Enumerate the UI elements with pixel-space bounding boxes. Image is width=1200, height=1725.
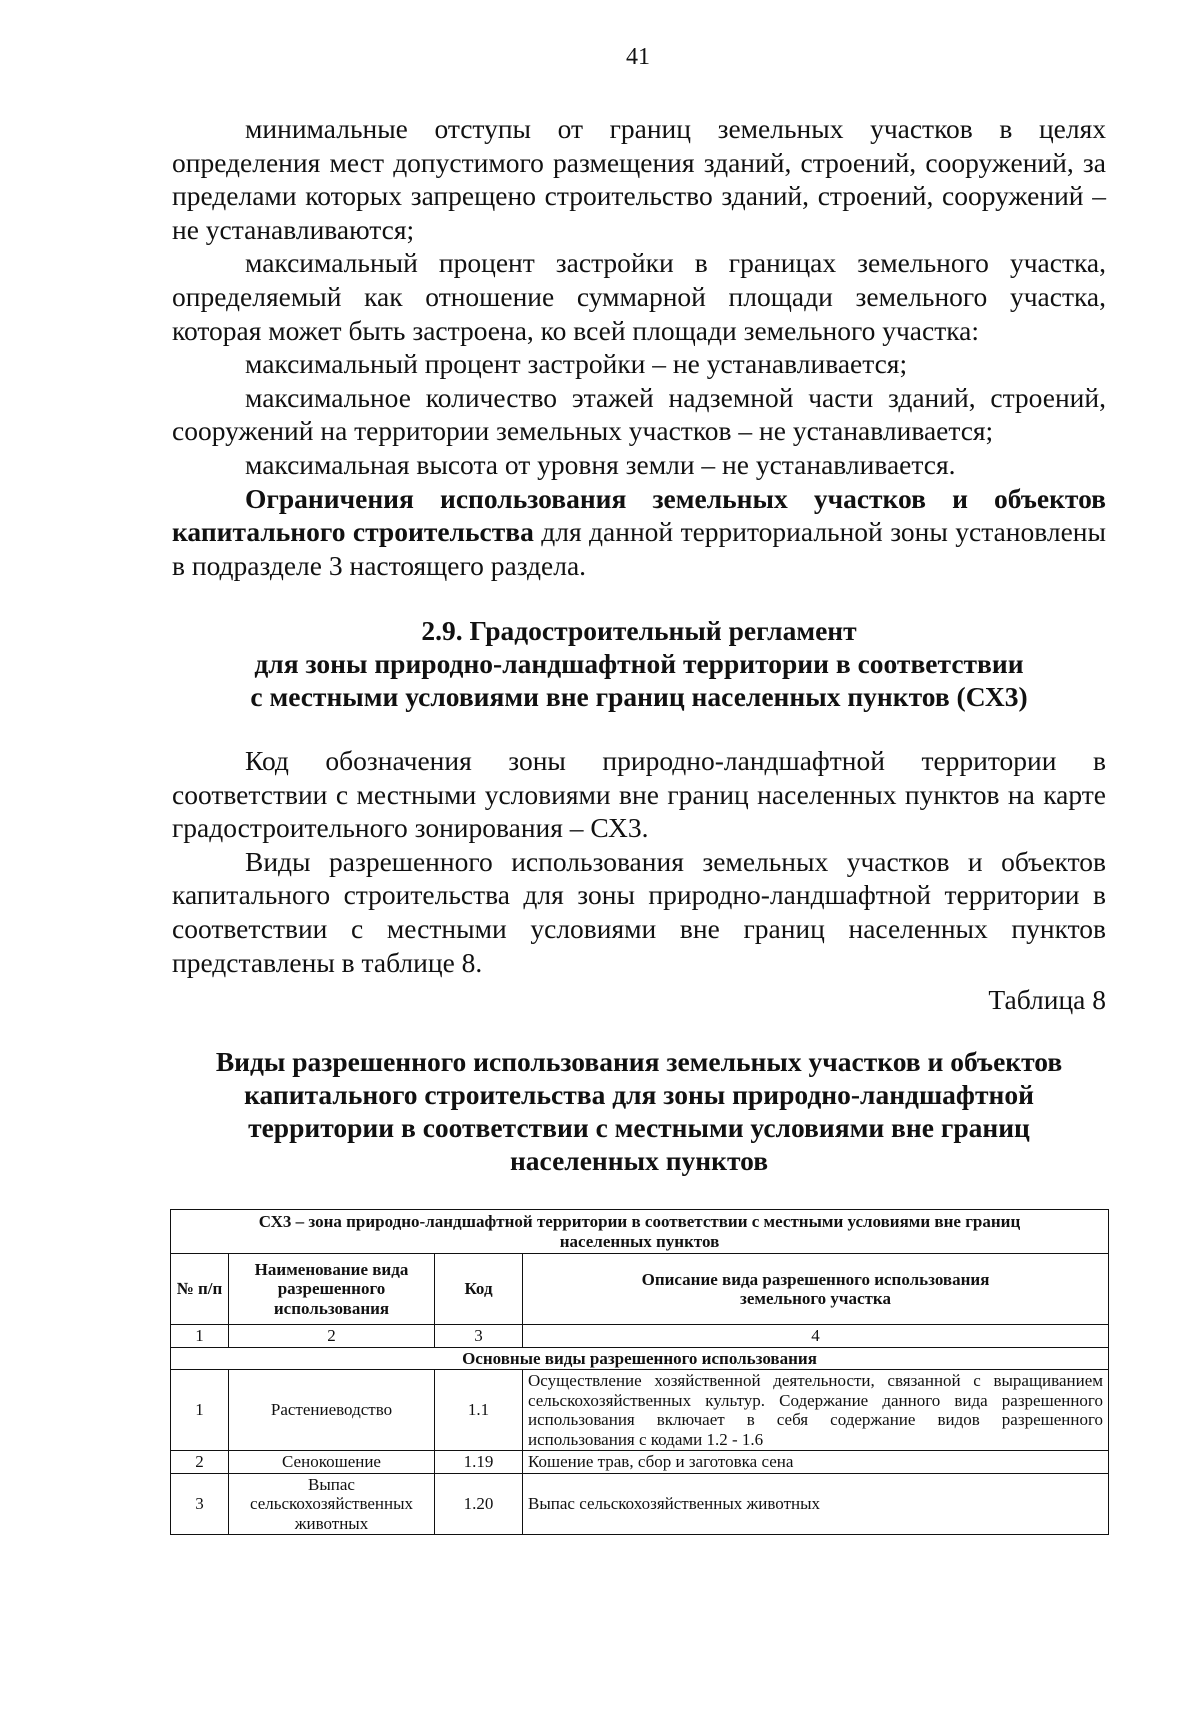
table-title-line-1: Виды разрешенного использования земельных участков и объектов — [215, 1046, 1063, 1077]
section-heading-line-3: с местными условиями вне границ населенных пунктов (СХ3) — [250, 681, 1028, 712]
table-row — [171, 1370, 1109, 1451]
header-desc: Описание вида разрешенного использования земельного участка — [523, 1254, 1109, 1325]
table-label: Таблица 8 — [988, 984, 1106, 1016]
table-title-line-3: территории в соответствии с местными условиями вне границ — [248, 1112, 1030, 1143]
row-num: 1 — [171, 1370, 229, 1451]
paragraph-max-coverage: максимальный процент застройки – не устанавливается; — [245, 348, 908, 380]
paragraph-max-coverage-def: максимальный процент застройки в границах земельного участка, определяемый как отношение суммарной площади земельного участка, которая может быть застроена, ко всей площади земельного участка: — [172, 247, 1106, 346]
table-header-row — [171, 1254, 1109, 1325]
section-heading — [172, 614, 1106, 713]
section-heading-line-2: для зоны природно-ландшафтной территории в соответствии — [254, 648, 1024, 679]
table-caption: СХ3 – зона природно-ландшафтной территории в соответствии с местными условиями вне границ населенных пунктов — [171, 1210, 1109, 1254]
table-row — [171, 1451, 1109, 1474]
row-name: Сенокошение — [229, 1451, 435, 1474]
restrictions-bold-text: Ограничения использования земельных участков и объектов капитального строительства — [172, 482, 1106, 548]
page-number: 41 — [626, 44, 650, 70]
row-desc: Кошение трав, сбор и заготовка сена — [523, 1451, 1109, 1474]
row-code: 1.19 — [435, 1451, 523, 1474]
row-name: Выпас сельскохозяйственных животных — [229, 1473, 435, 1535]
paragraph-permitted-uses: Виды разрешенного использования земельных участков и объектов капитального строительства для зоны природно-ландшафтной территории в соответствии с местными условиями вне границ населенных пунктов представлены в таблице 8. — [172, 845, 1106, 978]
paragraph-max-floors: максимальное количество этажей надземной части зданий, строений, сооружений на территории земельных участков – не устанавливается; — [172, 381, 1106, 447]
paragraph-max-height: максимальная высота от уровня земли – не устанавливается. — [245, 448, 956, 480]
row-num: 3 — [171, 1473, 229, 1535]
paragraph-restrictions — [172, 482, 1106, 583]
column-number: 2 — [229, 1325, 435, 1348]
row-num: 2 — [171, 1451, 229, 1474]
header-name: Наименование вида разрешенного использования — [229, 1254, 435, 1325]
table-row — [171, 1473, 1109, 1535]
restrictions-rest-text: для данной территориальной зоны установлены в подразделе 3 настоящего раздела. — [172, 516, 1106, 581]
paragraph-setbacks: минимальные отступы от границ земельных участков в целях определения мест допустимого размещения зданий, строений, сооружений, за пределами которых запрещено строительство зданий, строений, сооружений – не устанавливаются; — [172, 113, 1106, 245]
column-number: 3 — [435, 1325, 523, 1348]
column-number: 1 — [171, 1325, 229, 1348]
group-row — [171, 1347, 1109, 1370]
paragraph-zone-code: Код обозначения зоны природно-ландшафтной территории в соответствии с местными условиями вне границ населенных пунктов на карте градостроительного зонирования – СХ3. — [172, 745, 1106, 844]
header-code: Код — [435, 1254, 523, 1325]
table-title — [172, 1045, 1106, 1177]
column-number-row — [171, 1325, 1109, 1348]
row-code: 1.20 — [435, 1473, 523, 1535]
permitted-uses-table — [170, 1209, 1109, 1535]
table-caption-row — [171, 1210, 1109, 1254]
row-desc: Выпас сельскохозяйственных животных — [523, 1473, 1109, 1535]
row-name: Растениеводство — [229, 1370, 435, 1451]
group-label: Основные виды разрешенного использования — [171, 1347, 1109, 1370]
column-number: 4 — [523, 1325, 1109, 1348]
table-title-line-2: капитального строительства для зоны природно-ландшафтной — [244, 1079, 1034, 1110]
zoning-parameters-text — [172, 112, 1106, 582]
zone-description-text — [172, 744, 1106, 1017]
row-code: 1.1 — [435, 1370, 523, 1451]
header-num: № п/п — [171, 1254, 229, 1325]
table-title-line-4: населенных пунктов — [509, 1145, 769, 1176]
section-heading-line-1: 2.9. Градостроительный регламент — [421, 615, 857, 646]
row-desc: Осуществление хозяйственной деятельности, связанной с выращиванием сельскохозяйственных культур. Содержание данного вида разрешенного использования включает в себя содержание видов разрешенного использования с кодами 1.2 - 1.6 — [523, 1370, 1109, 1451]
